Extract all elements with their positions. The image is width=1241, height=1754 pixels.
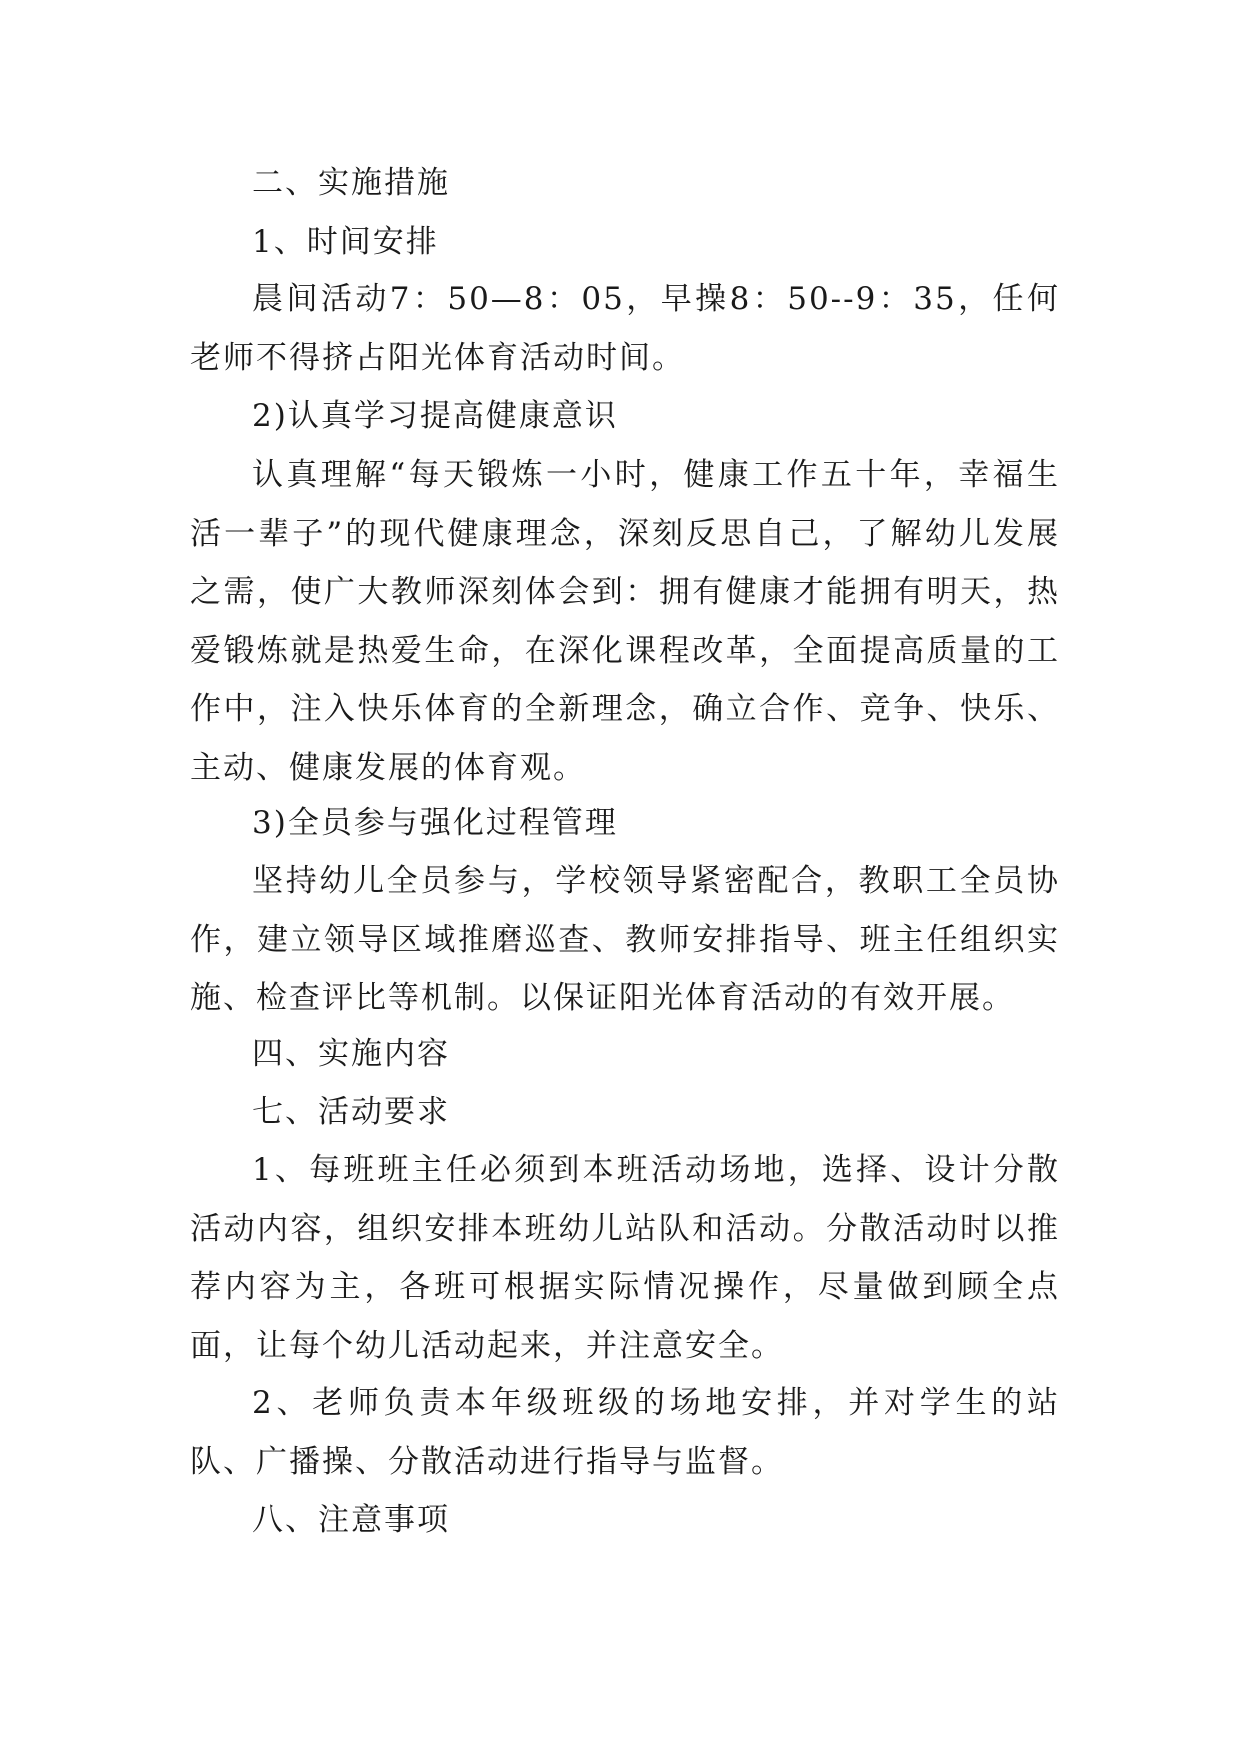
paragraph-requirement-1: 1、每班班主任必须到本班活动场地，选择、设计分散活动内容，组织安排本班幼儿站队和活动。分散活动时以推荐内容为主，各班可根据实际情况操作，尽量做到顾全点面，让每个幼儿活动起来，并注意安全。 [190, 1152, 1060, 1364]
section-heading-implementation-content: 四、实施内容 [252, 1036, 450, 1072]
subheading-process-management: 3)全员参与强化过程管理 [252, 805, 618, 841]
section-heading-activity-requirements: 七、活动要求 [252, 1094, 450, 1130]
section-heading-notes: 八、注意事项 [252, 1502, 450, 1538]
paragraph-schedule: 晨间活动7：50—8：05，早操8：50--9：35，任何老师不得挤占阳光体育活动时间。 [190, 281, 1060, 376]
paragraph-health-concept: 认真理解“每天锻炼一小时，健康工作五十年，幸福生活一辈子”的现代健康理念，深刻反思自己，了解幼儿发展之需，使广大教师深刻体会到：拥有健康才能拥有明天，热爱锻炼就是热爱生命，在深化课程改革，全面提高质量的工作中，注入快乐体育的全新理念，确立合作、竞争、快乐、主动、健康发展的体育观。 [190, 457, 1060, 786]
subheading-health-awareness: 2)认真学习提高健康意识 [252, 398, 618, 434]
paragraph-requirement-2: 2、老师负责本年级班级的场地安排，并对学生的站队、广播操、分散活动进行指导与监督。 [190, 1385, 1060, 1480]
subheading-time-arrangement: 1、时间安排 [252, 224, 439, 260]
paragraph-participation: 坚持幼儿全员参与，学校领导紧密配合，教职工全员协作，建立领导区域推磨巡查、教师安排指导、班主任组织实施、检查评比等机制。以保证阳光体育活动的有效开展。 [190, 863, 1060, 1016]
section-heading-implementation-measures: 二、实施措施 [252, 165, 450, 201]
